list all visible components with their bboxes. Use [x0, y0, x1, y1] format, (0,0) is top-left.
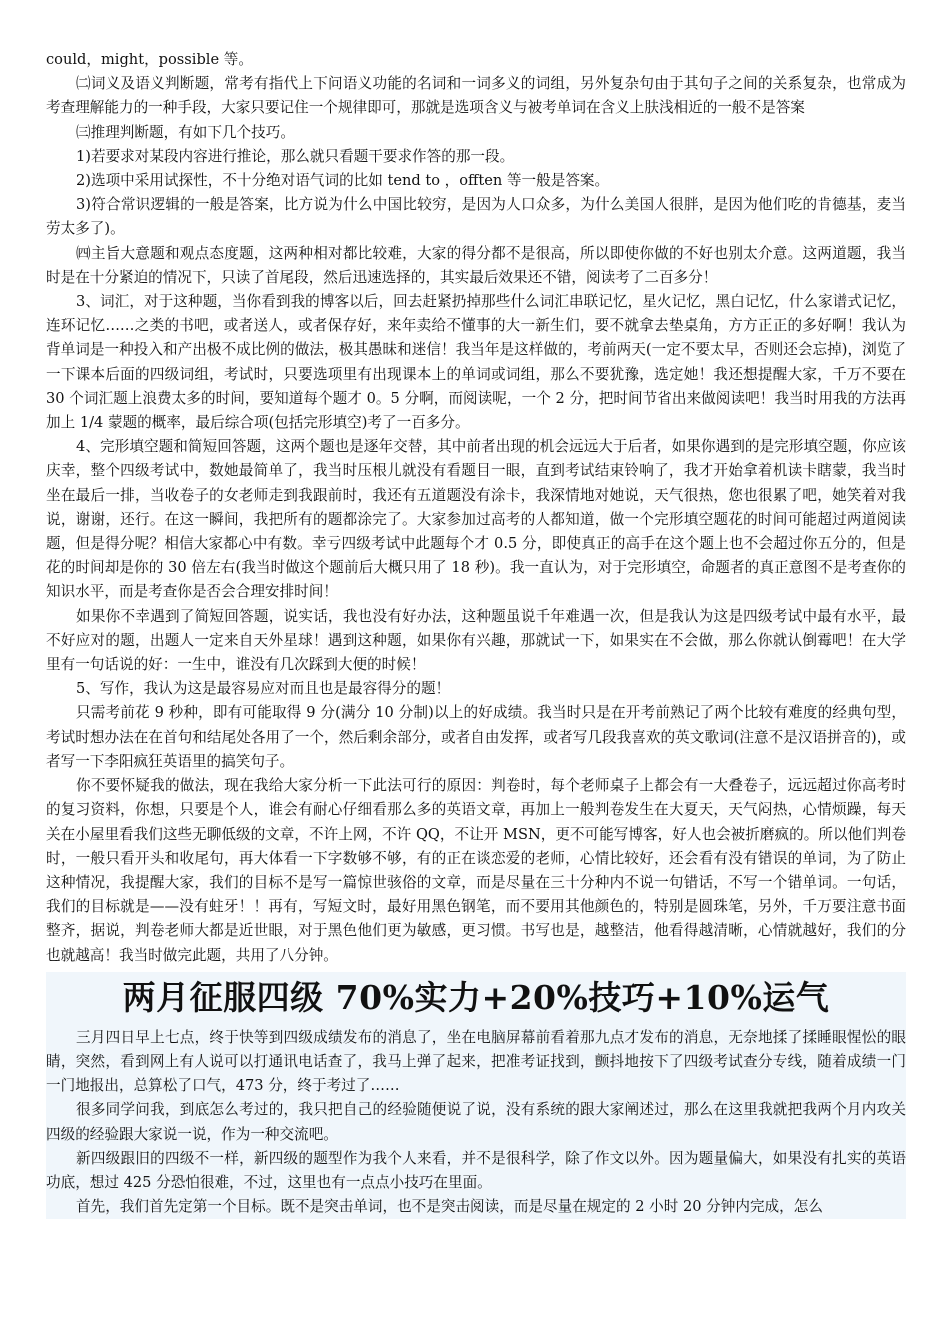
article-title: 两月征服四级 70%实力+20%技巧+10%运气: [122, 977, 830, 1017]
paragraph: ㈡词义及语义判断题，常考有指代上下问语义功能的名词和一词多义的词组，另外复杂句由于其句子之间的关系复杂，也常成为考查理解能力的一种手段，大家只要记住一个规律即可，那就是选项含义与被考单词在含义上肤浅相近的一般不是答案: [46, 75, 906, 117]
paragraph: ㈢推理判断题，有如下几个技巧。: [76, 123, 295, 141]
paragraph: 很多同学问我，到底怎么考过的，我只把自己的经验随便说了说，没有系统的跟大家阐述过，那么在这里我就把我两个月内攻关四级的经验跟大家说一说，作为一种交流吧。: [46, 1101, 906, 1143]
paragraph: 你不要怀疑我的做法，现在我给大家分析一下此法可行的原因：判卷时，每个老师桌子上都会有一大叠卷子，远远超过你高考时的复习资料，你想，只要是个人，谁会有耐心仔细看那么多的英语文章，再加上一般判卷发生在大夏天，天气闷热，心情烦躁，每天关在小屋里看我们这些无聊低级的文章，不许上网，不许 QQ，不让开 MSN，更不可能写博客，好人也会被折磨疯的。所以他们判卷时，一般只看开头和收尾句，再大体看一下字数够不够，有的正在谈恋爱的老师，心情比较好，还会看有没有错误的单词，为了防止这种情况，我提醒大家，我们的目标不是写一篇惊世骇俗的文章，而是尽量在三十分种内不说一句错话，不写一个错单词。一句话，我们的目标就是——没有蛀牙！！再有，写短文时，最好用黑色钢笔，而不要用其他颜色的，特别是圆珠笔，另外，千万要注意书面整齐，据说，判卷老师大都是近世眼，对于黑色他们更为敏感，更习惯。书写也是，越整洁，他看得越清晰，心情就越好，我们的分也就越高！我当时做完此题，共用了八分钟。: [46, 777, 906, 964]
paragraph: 2)选项中采用试探性，不十分绝对语气词的比如 tend to ，offten 等一般是答案。: [76, 172, 610, 190]
document-page: [46, 48, 906, 1219]
paragraph: 首先，我们首先定第一个目标。既不是突击单词，也不是突击阅读，而是尽量在规定的 2 小时 20 分钟内完成，怎么: [76, 1198, 823, 1216]
paragraph: 3)符合常识逻辑的一般是答案，比方说为什么中国比较穷，是因为人口众多，为什么美国人很胖，是因为他们吃的肯德基，麦当劳太多了)。: [46, 196, 906, 238]
paragraph: 新四级跟旧的四级不一样，新四级的题型作为我个人来看，并不是很科学，除了作文以外。因为题量偏大，如果没有扎实的英语功底，想过 425 分恐怕很难，不过，这里也有一点点小技巧在里面。: [46, 1149, 906, 1191]
paragraph: 只需考前花 9 秒种，即有可能取得 9 分(满分 10 分制)以上的好成绩。我当时只是在开考前熟记了两个比较有难度的经典句型，考试时想办法在在首句和结尾处各用了一个，然后剩余部分，或者自由发挥，或者写几段我喜欢的英文歌词(注意不是汉语拼音的)，或者写一下李阳疯狂英语里的搞笑句子。: [46, 704, 906, 770]
paragraph: 三月四日早上七点，终于快等到四级成绩发布的消息了，坐在电脑屏幕前看着那九点才发布的消息，无奈地揉了揉睡眼惺忪的眼睛，突然，看到网上有人说可以打通讯电话查了，我马上弹了起来，把准考证找到，颤抖地按下了四级考试查分专线，随着成绩一门一门地报出，总算松了口气，473 分，终于考过了……: [46, 1028, 906, 1095]
article-section: [46, 972, 906, 1220]
paragraph: 如果你不幸遇到了简短回答题，说实话，我也没有好办法，这种题虽说千年难遇一次，但是我认为这是四级考试中最有水平，最不好应对的题，出题人一定来自天外星球！遇到这种题，如果你有兴趣，那就试一下，如果实在不会做，那么你就认倒霉吧！在大学里有一句话说的好：一生中，谁没有几次踩到大便的时候！: [46, 607, 906, 674]
paragraph: 1)若要求对某段内容进行推论，那么就只看题干要求作答的那一段。: [76, 147, 515, 165]
paragraph: ㈣主旨大意题和观点态度题，这两种相对都比较难，大家的得分都不是很高，所以即使你做的不好也别太介意。这两道题，我当时是在十分紧迫的情况下，只读了首尾段，然后迅速选择的，其实最后效果还不错，阅读考了二百多分！: [46, 244, 906, 286]
paragraph: 4、完形填空题和简短回答题，这两个题也是逐年交替，其中前者出现的机会远远大于后者，如果你遇到的是完形填空题，你应该庆幸，整个四级考试中，数她最简单了，我当时压根儿就没有看题目一眼，直到考试结束铃响了，我才开始拿着机读卡瞎蒙，我当时坐在最后一排，当收卷子的女老师走到我跟前时，我还有五道题没有涂卡，我深情地对她说，天气很热，您也很累了吧，她笑着对我说，谢谢，还行。在这一瞬间，我把所有的题都涂完了。大家参加过高考的人都知道，做一个完形填空题花的时间可能超过两道阅读题，但是得分呢？相信大家都心中有数。幸亏四级考试中此题每个才 0.5 分，即使真正的高手在这个题上也不会超过你五分的，但是花的时间却是你的 30 倍左右(我当时做这个题前后大概只用了 18 秒)。我一直认为，对于完形填空，命题者的真正意图不是考查你的知识水平，而是考查你是否会合理安排时间！: [46, 438, 906, 601]
paragraph: could，might，possible 等。: [46, 51, 253, 68]
paragraph: 5、写作，我认为这是最容易应对而且也是最容得分的题！: [76, 680, 451, 698]
paragraph: 3、词汇，对于这种题，当你看到我的博客以后，回去赶紧扔掉那些什么词汇串联记忆，星火记忆，黑白记忆，什么家谱式记忆，连环记忆……之类的书吧，或者送人，或者保存好，来年卖给不懂事的大一新生们，要不就拿去垫桌角，方方正正的多好啊！我认为背单词是一种投入和产出极不成比例的做法，极其愚昧和迷信！我当年是这样做的，考前两天(一定不要太早，否则还会忘掉)，浏览了一下课本后面的四级词组，考试时，只要选项里有出现课本上的单词或词组，那么不要犹豫，选定她！我还想提醒大家，千万不要在 30 个词汇题上浪费太多的时间，要知道每个题才 0。5 分啊，而阅读呢，一个 2 分，把时间节省出来做阅读吧！我当时用我的方法再加上 1/4 蒙题的概率，最后综合项(包括完形填空)考了一百多分。: [46, 293, 906, 432]
